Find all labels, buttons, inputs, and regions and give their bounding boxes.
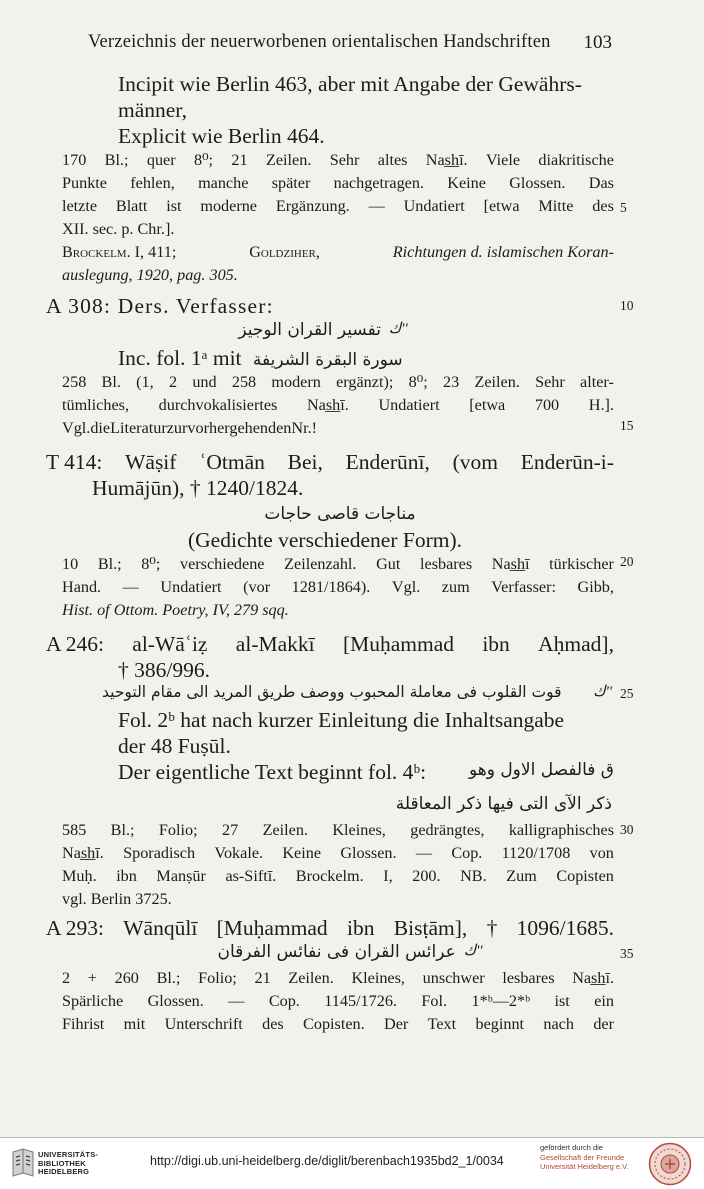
- word: (vor: [243, 578, 271, 596]
- word: Vgl.: [391, 578, 421, 596]
- library-name-line: BIBLIOTHEK: [38, 1158, 86, 1168]
- word: später: [271, 174, 311, 192]
- library-logo-icon: [10, 1148, 36, 1178]
- word: Bl.;: [110, 821, 135, 839]
- word: Das: [588, 174, 614, 192]
- word: des: [592, 197, 614, 215]
- word: Der: [384, 1015, 409, 1033]
- incipit-a308: [118, 348, 403, 370]
- a308-desc-line: [62, 420, 317, 436]
- word: Bl.;: [156, 969, 181, 987]
- word: 1145/1726.: [324, 992, 397, 1010]
- word: von: [589, 844, 614, 862]
- word: Keine: [447, 174, 486, 192]
- prev-reference-line: [62, 244, 614, 260]
- a246-fol-line: der 48 Fuṣūl.: [118, 734, 231, 758]
- explicit-line: Explicit wie Berlin 464.: [118, 124, 325, 148]
- word: Nas̲h̲ī: [491, 555, 530, 573]
- word: Verfasser:: [491, 578, 556, 596]
- arabic-title-text: عرائس القران فى نفائس الفرقان: [217, 942, 456, 962]
- word: die: [90, 419, 111, 437]
- word: T 414:: [46, 450, 103, 474]
- word: mit: [123, 1015, 146, 1033]
- word: Punkte: [62, 174, 107, 192]
- word: Copisten.: [303, 1015, 365, 1033]
- word: as-Siftī.: [225, 867, 277, 885]
- prev-desc-line: [62, 152, 614, 168]
- word: Kleines,: [332, 821, 386, 839]
- word: Sporadisch: [123, 844, 196, 862]
- word: türkischer: [549, 555, 614, 573]
- word: ist: [166, 197, 182, 215]
- word: 8⁰;: [193, 151, 214, 169]
- word: I,: [383, 867, 393, 885]
- word: Zeilenzahl.: [284, 555, 357, 573]
- word: A 293:: [46, 916, 104, 940]
- word: Nas̲h̲ī.: [425, 151, 468, 169]
- word: zur: [166, 419, 188, 437]
- word: lesbares: [502, 969, 555, 987]
- word: 27: [221, 821, 239, 839]
- entry-heading-a308: A 308: Ders. Verfasser:: [46, 294, 274, 318]
- word: letzte: [62, 197, 98, 215]
- word: +: [87, 969, 97, 987]
- word: Zeilen.: [288, 969, 334, 987]
- a308-desc-line: [62, 374, 614, 390]
- margin-line-number: 15: [620, 418, 634, 433]
- word: 200.: [412, 867, 441, 885]
- margin-line-number: 35: [620, 946, 634, 961]
- t414-desc-line: [62, 556, 614, 572]
- a246-desc-line: [62, 822, 614, 838]
- prev-desc-line: [62, 175, 614, 191]
- digitization-footer: [0, 1138, 704, 1189]
- word: al-Makkī: [235, 632, 315, 656]
- sponsor-line: Gesellschaft der Freunde: [540, 1152, 625, 1162]
- word: (1,: [136, 373, 154, 391]
- word: und: [192, 373, 217, 391]
- ref-brockelmann: Brockelm. I, 411;: [62, 243, 177, 261]
- word: †: [486, 916, 498, 940]
- library-name-line: HEIDELBERG: [38, 1167, 90, 1177]
- title-mark: ''ك: [593, 684, 612, 701]
- word: Undatiert: [160, 578, 222, 596]
- incipit-line-2: männer,: [118, 98, 187, 122]
- word: Cop.: [451, 844, 483, 862]
- a246-desc-line: [62, 845, 614, 861]
- word: Bl.: [101, 373, 121, 391]
- word: kalligraphisches: [508, 821, 614, 839]
- word: —: [228, 992, 245, 1010]
- library-name: [38, 1151, 98, 1177]
- title-mark: ''ك: [388, 321, 408, 337]
- word: Bisṭām],: [393, 916, 468, 940]
- word: ibn: [116, 867, 137, 885]
- margin-line-number: 25: [620, 686, 634, 701]
- word: H.].: [588, 396, 614, 414]
- word: manche: [198, 174, 249, 192]
- word: Ergänzung.: [275, 197, 350, 215]
- word: 1281/1864).: [291, 578, 371, 596]
- subtitle-t414: (Gedichte verschiedener Form).: [188, 528, 463, 552]
- word: verschiedene: [180, 555, 265, 573]
- ref-goldziher: Goldziher,: [249, 243, 320, 261]
- word: [Muḥammad: [216, 916, 328, 940]
- sponsor-line: gefördert durch die: [540, 1143, 603, 1152]
- word: Muḥ.: [62, 867, 97, 885]
- word: Glossen.: [147, 992, 204, 1010]
- library-name-line: UNIVERSITÄTS-: [38, 1150, 99, 1159]
- a246-arabic-line: ذكر الآى التى فيها ذكر المعاقلة: [395, 794, 612, 814]
- word: Zeilen.: [265, 151, 312, 169]
- word: Gut: [376, 555, 401, 573]
- word: Zum: [506, 867, 537, 885]
- word: Nr.!: [291, 419, 318, 437]
- running-title: Verzeichnis der neuerworbenen orientalischen Handschriften: [88, 32, 551, 52]
- word: nach: [543, 1015, 574, 1033]
- university-seal-icon: [648, 1142, 692, 1186]
- word: Text: [427, 1015, 457, 1033]
- word: Folio;: [198, 969, 237, 987]
- word: lesbares: [420, 555, 473, 573]
- prev-desc-line: XII. sec. p. Chr.].: [62, 220, 175, 238]
- word: Sehr: [329, 151, 360, 169]
- word: 8⁰;: [141, 555, 161, 573]
- word: alter-: [580, 373, 614, 391]
- arabic-title-a308: [228, 322, 418, 339]
- prev-desc-line: [62, 198, 614, 214]
- word: ein: [594, 992, 614, 1010]
- word: (vom: [452, 450, 499, 474]
- word: tümliches,: [62, 396, 129, 414]
- word: Folio;: [158, 821, 198, 839]
- word: 700: [534, 396, 560, 414]
- word: ibn: [482, 632, 510, 656]
- word: 1120/1708: [501, 844, 571, 862]
- word: Enderūnī,: [345, 450, 430, 474]
- word: 170: [62, 151, 87, 169]
- entry-heading-a246-cont: † 386/996.: [118, 658, 210, 682]
- word: gedrängtes,: [410, 821, 485, 839]
- word: NB.: [460, 867, 487, 885]
- word: Zeilen.: [262, 821, 308, 839]
- word: Fihrist: [62, 1015, 105, 1033]
- text-begin-label: Der eigentliche Text beginnt fol. 4ᵇ:: [118, 760, 427, 784]
- word: Brockelm.: [295, 867, 364, 885]
- word: Manṣūr: [156, 867, 206, 885]
- word: —: [415, 844, 433, 862]
- entry-heading-a246: [46, 634, 614, 656]
- word: Keine: [282, 844, 322, 862]
- word: 260: [114, 969, 139, 987]
- word: Cop.: [268, 992, 300, 1010]
- word: 258: [62, 373, 87, 391]
- ref-title-cont: auslegung, 1920, pag. 305.: [62, 266, 238, 284]
- word: moderne: [200, 197, 257, 215]
- entry-heading-t414: [46, 452, 614, 474]
- page-number: 103: [583, 32, 612, 53]
- word: vorhergehenden: [187, 419, 292, 437]
- word: Fol.: [421, 992, 448, 1010]
- incipit-line-1: Incipit wie Berlin 463, aber mit Angabe der Gewährs-: [118, 72, 582, 96]
- word: Wānqūlī: [123, 916, 198, 940]
- word: 10: [62, 555, 79, 573]
- word: Undatiert: [403, 197, 465, 215]
- word: altes: [377, 151, 408, 169]
- word: diakritische: [538, 151, 614, 169]
- word: nachgetragen.: [333, 174, 424, 192]
- word: 8⁰;: [408, 373, 428, 391]
- word: Hand.: [62, 578, 102, 596]
- word: modern: [271, 373, 321, 391]
- word: Bl.;: [104, 151, 129, 169]
- word: Zeilen.: [474, 373, 520, 391]
- word: Copisten: [556, 867, 614, 885]
- word: Spärliche: [62, 992, 124, 1010]
- permalink[interactable]: http://digi.ub.uni-heidelberg.de/diglit/berenbach1935bd2_1/0034: [150, 1154, 504, 1168]
- a246-desc-line: vgl. Berlin 3725.: [62, 890, 172, 908]
- word: Undatiert: [378, 396, 440, 414]
- word: A 246:: [46, 632, 104, 656]
- entry-heading-a293: [46, 918, 614, 940]
- word: durchvokalisiertes: [158, 396, 278, 414]
- word: [Muḥammad: [342, 632, 454, 656]
- word: Gibb,: [577, 578, 614, 596]
- ref-title: Richtungen d. islamischen Koran-: [392, 243, 614, 261]
- t414-desc-line: Hist. of Ottom. Poetry, IV, 279 sqq.: [62, 601, 289, 619]
- entry-heading-t414-cont: Humājūn), † 1240/1824.: [92, 476, 304, 500]
- sponsor-credit: [540, 1143, 629, 1172]
- word: Wāṣif: [125, 450, 177, 474]
- word: Vgl.: [62, 419, 91, 437]
- word: unschwer: [422, 969, 485, 987]
- word: 21: [231, 151, 248, 169]
- text-begin-arabic: ق فالفصل الاول وهو: [468, 760, 614, 780]
- word: —: [122, 578, 139, 596]
- arabic-title-t414: مناجات قاصى حاجات: [264, 504, 416, 524]
- margin-line-number: 5: [620, 200, 627, 215]
- word: 1096/1685.: [516, 916, 614, 940]
- word: Nas̲h̲ī.: [62, 844, 104, 862]
- word: Glossen.: [340, 844, 397, 862]
- prev-reference-line: [62, 267, 238, 283]
- arabic-title-a293: [200, 944, 500, 961]
- a293-desc-line: [62, 1016, 614, 1032]
- margin-line-number: 10: [620, 298, 634, 313]
- margin-line-number: 20: [620, 554, 634, 569]
- word: Nas̲h̲ī.: [306, 396, 349, 414]
- title-mark: ''ك: [463, 943, 483, 959]
- arabic-title-text: قوت القلوب فى معاملة المحبوب ووصف طريق المريد الى مقام التوحيد: [102, 683, 562, 701]
- word: quer: [146, 151, 176, 169]
- incipit-arabic: سورة البقرة الشريفة: [252, 350, 403, 370]
- word: fehlen,: [130, 174, 175, 192]
- word: 2: [62, 969, 71, 987]
- word: Aḥmad],: [538, 632, 614, 656]
- word: Glossen.: [509, 174, 566, 192]
- word: al-Wāʿiẓ: [132, 632, 208, 656]
- word: Literatur: [110, 419, 167, 437]
- word: Viele: [485, 151, 521, 169]
- word: 21: [254, 969, 271, 987]
- word: 23: [442, 373, 460, 391]
- word: des: [262, 1015, 284, 1033]
- a293-desc-line: [62, 993, 614, 1009]
- arabic-title-text: تفسير القران الوجيز: [238, 320, 381, 340]
- a246-desc-line: [62, 868, 614, 884]
- word: 585: [62, 821, 87, 839]
- word: der: [593, 1015, 614, 1033]
- word: ergänzt);: [336, 373, 394, 391]
- word: ist: [554, 992, 570, 1010]
- word: beginnt: [475, 1015, 525, 1033]
- word: Bei,: [287, 450, 323, 474]
- word: Sehr: [535, 373, 565, 391]
- incipit-label: Inc. fol. 1ᵃ mit: [118, 346, 242, 370]
- word: Enderūn-i-: [520, 450, 614, 474]
- a308-desc-line: [62, 397, 614, 413]
- word: ʿOtmān: [199, 450, 265, 474]
- word: Mitte: [538, 197, 574, 215]
- word: ibn: [347, 916, 375, 940]
- word: Vokale.: [214, 844, 264, 862]
- a246-fol-line: Fol. 2ᵇ hat nach kurzer Einleitung die Inhaltsangabe: [118, 708, 565, 732]
- word: Unterschrift: [164, 1015, 243, 1033]
- word: 2: [168, 373, 178, 391]
- word: Nas̲h̲ī.: [572, 969, 614, 987]
- word: Bl.;: [97, 555, 122, 573]
- word: —: [368, 197, 385, 215]
- word: Blatt: [115, 197, 148, 215]
- a246-text-begin: [118, 762, 614, 784]
- word: zum: [441, 578, 470, 596]
- sponsor-line: Universität Heidelberg e.V.: [540, 1162, 629, 1171]
- word: 258: [231, 373, 257, 391]
- margin-line-number: 30: [620, 822, 634, 837]
- a293-desc-line: [62, 970, 614, 986]
- t414-desc-line: [62, 579, 614, 595]
- word: [etwa: [483, 197, 520, 215]
- arabic-title-a246: [102, 685, 612, 701]
- word: Kleines,: [351, 969, 405, 987]
- word: 1*ᵇ—2*ᵇ: [471, 992, 531, 1010]
- word: [etwa: [469, 396, 506, 414]
